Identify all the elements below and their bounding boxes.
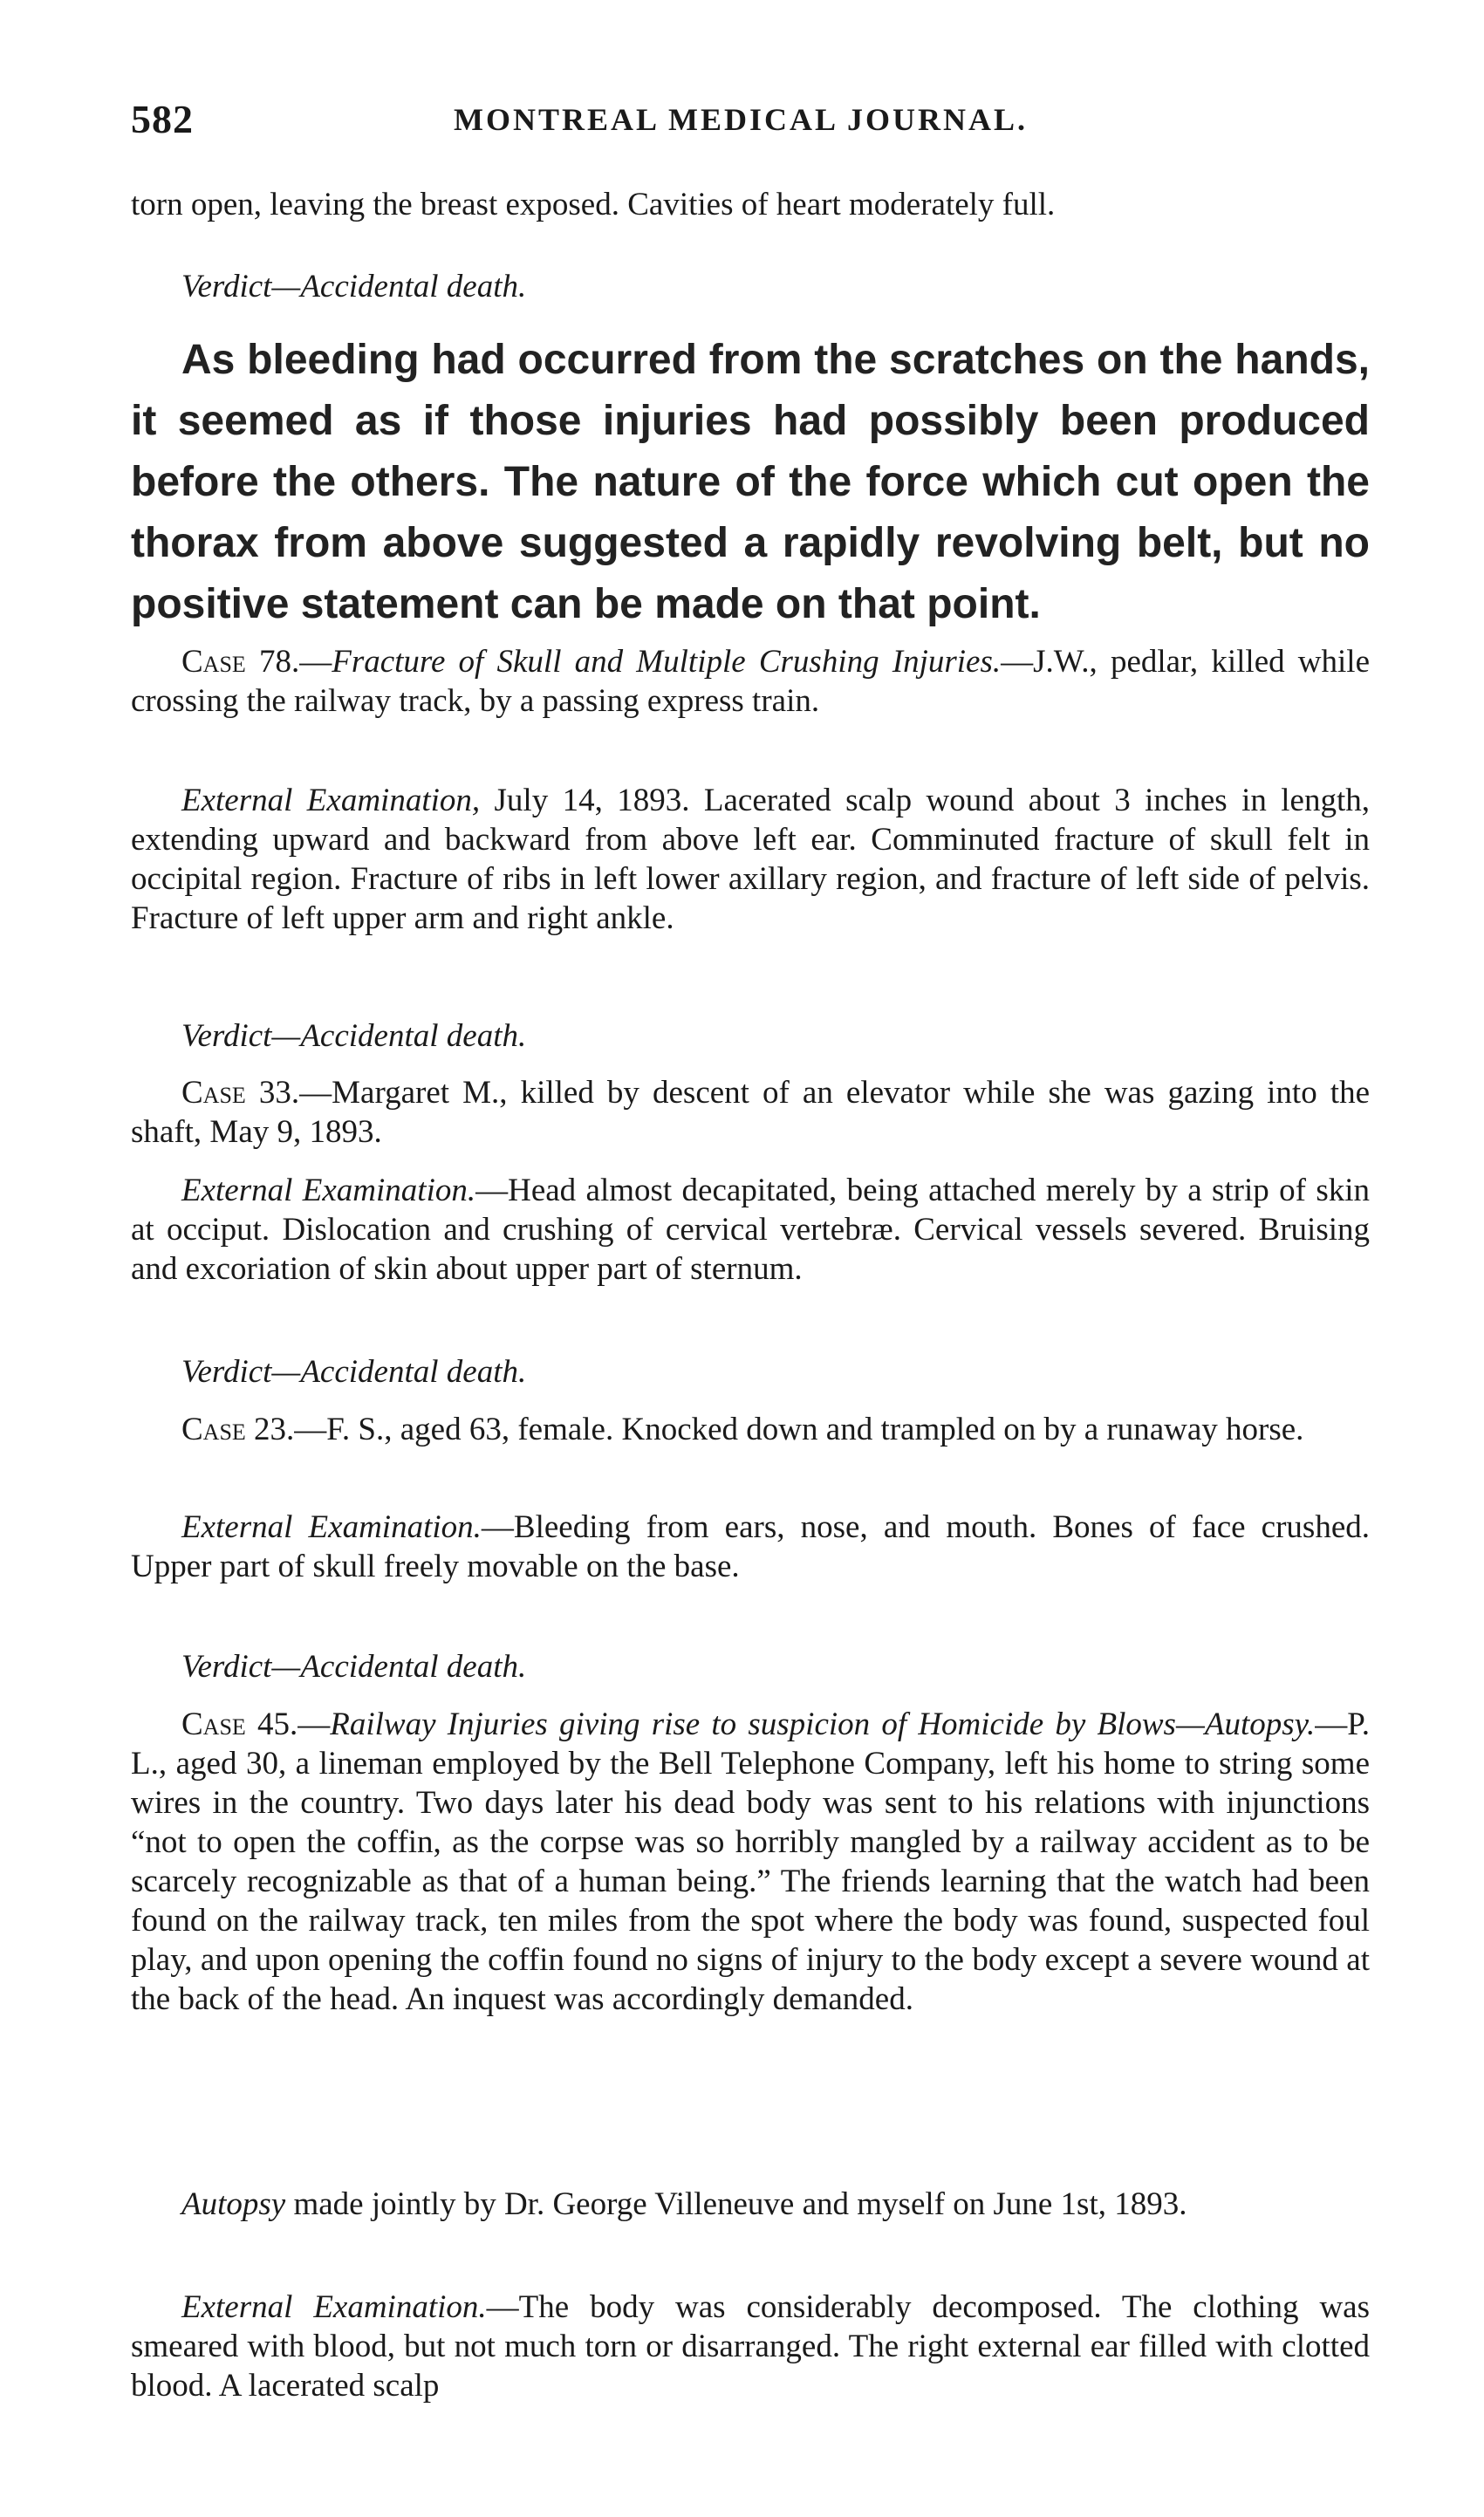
case-title: Fracture of Skull and Multiple Crushing Injuries. [332, 644, 1002, 680]
commentary-paragraph: As bleeding had occurred from the scratches on the hands, it seemed as if those injuries had possibly been produced before the others. The nature of the force which cut open the thorax from above suggested a rapidly revolving belt, but no positive statement can be made on that point. [131, 337, 1370, 627]
page-header [131, 96, 1370, 148]
section-heading: External Examination. [181, 1173, 476, 1208]
case-label: Case 23. [181, 1412, 295, 1447]
autopsy-paragraph: Autopsy made jointly by Dr. George Villeneuve and myself on June 1st, 1893. [181, 2186, 1187, 2222]
external-examination-paragraph: External Examination.—Bleeding from ears, nose, and mouth. Bones of face crushed. Upper part of skull freely movable on the base. [131, 1509, 1370, 1584]
page-number: 582 [131, 97, 194, 141]
verdict-line: Verdict—Accidental death. [181, 1354, 527, 1390]
section-heading: External Examination, [181, 783, 481, 818]
verdict-line: Verdict—Accidental death. [181, 269, 527, 304]
case-label: Case 33. [181, 1075, 300, 1111]
case-33-paragraph: Case 33.—Margaret M., killed by descent of an elevator while she was gazing into the shaft, May 9, 1893. [131, 1075, 1370, 1150]
section-heading: External Examination. [181, 1509, 482, 1545]
case-78-paragraph: Case 78.—Fracture of Skull and Multiple Crushing Injuries.—J.W., pedlar, killed while crossing the railway track, by a passing express train. [131, 644, 1370, 719]
section-heading: Autopsy [181, 2186, 286, 2222]
case-45-paragraph: Case 45.—Railway Injuries giving rise to suspicion of Homicide by Blows—Autopsy.—P. L., aged 30, a lineman employed by the Bell Telephone Company, left his home to string some wires in the country. Two days later his dead body was sent to his relations with injunctions “not to open the coffin, as the corpse was so horribly mangled by a railway accident as to be scarcely recognizable as that of a human being.” The friends learning that the watch had been found on the railway track, ten miles from the spot where the body was found, suspected foul play, and upon opening the coffin found no signs of injury to the body except a severe wound at the back of the head. An inquest was accordingly demanded. [131, 1706, 1370, 2017]
case-23-paragraph: Case 23.—F. S., aged 63, female. Knocked down and trampled on by a runaway horse. [181, 1412, 1304, 1447]
journal-title: MONTREAL MEDICAL JOURNAL. [454, 102, 1029, 137]
external-examination-paragraph: External Examination.—The body was considerably decomposed. The clothing was smeared with blood, but not much torn or disarranged. The right external ear filled with clotted blood. A lacerated scalp [131, 2289, 1370, 2404]
section-heading: External Examination. [181, 2289, 487, 2325]
verdict-line: Verdict—Accidental death. [181, 1018, 527, 1054]
case-title: Railway Injuries giving rise to suspicion of Homicide by Blows—Autopsy. [330, 1706, 1316, 1742]
verdict-line: Verdict—Accidental death. [181, 1649, 527, 1685]
paragraph-continuation: torn open, leaving the breast exposed. Cavities of heart moderately full. [131, 187, 1056, 222]
external-examination-paragraph: External Examination.—Head almost decapitated, being attached merely by a strip of skin at occiput. Dislocation and crushing of cervical vertebræ. Cervical vessels severed. Bruising and excoriation of skin about upper part of sternum. [131, 1173, 1370, 1287]
external-examination-paragraph: External Examination, July 14, 1893. Lacerated scalp wound about 3 inches in length, extending upward and backward from above left ear. Comminuted fracture of skull felt in occipital region. Fracture of ribs in left lower axillary region, and fracture of left side of pelvis. Fracture of left upper arm and right ankle. [131, 783, 1370, 936]
case-label: Case 45.— [181, 1706, 331, 1742]
case-label: Case 78.— [181, 644, 332, 680]
